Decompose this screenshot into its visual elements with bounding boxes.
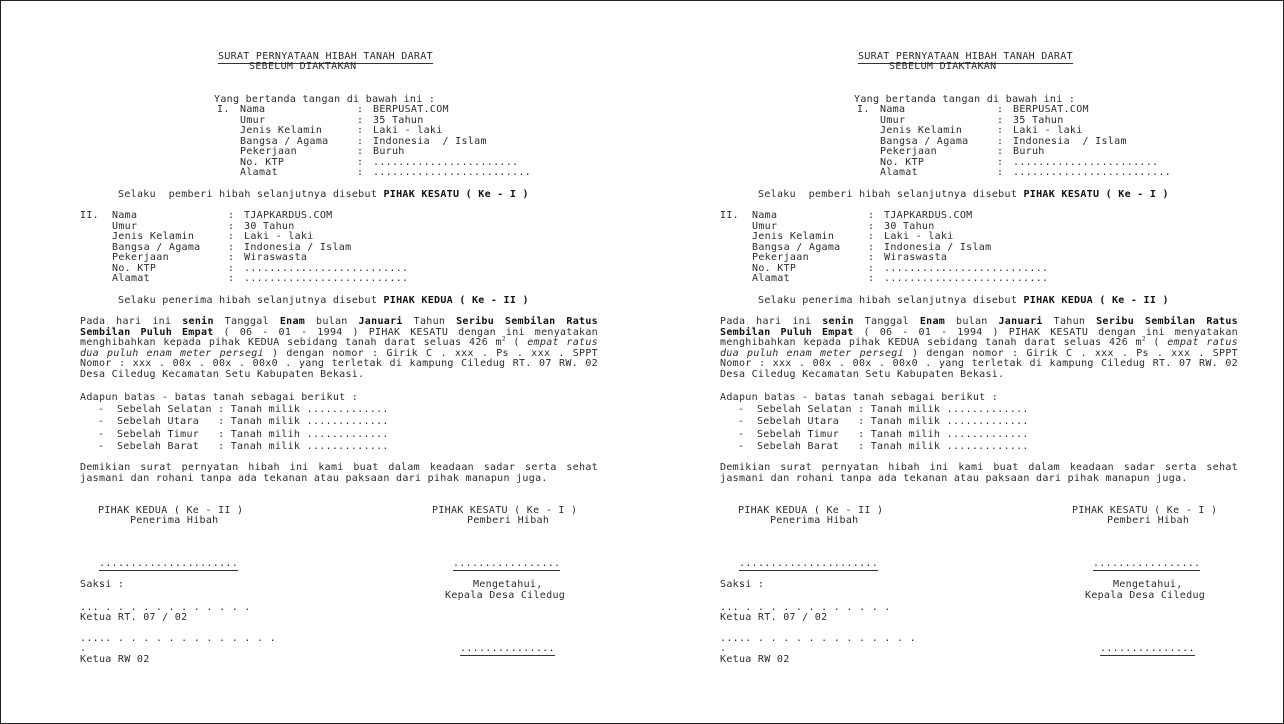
saksi-label: Saksi : xyxy=(720,579,765,590)
field-colon: : xyxy=(228,273,235,284)
field-label: Nama xyxy=(240,104,266,115)
boundary-item: - Sebelah Selatan : Tanah milik ............. xyxy=(738,404,1029,415)
field-label: Jenis Kelamin xyxy=(112,231,195,242)
party-1-role xyxy=(118,190,529,201)
field-label: Jenis Kelamin xyxy=(752,231,835,242)
party-2-roman: II. xyxy=(80,210,99,221)
intro-text: Yang bertanda tangan di bawah ini : xyxy=(854,94,1076,105)
boundary-item: - Sebelah Timur : Tanah milih ............. xyxy=(738,429,1029,440)
field-colon: : xyxy=(868,263,875,274)
sig-left-sub: Penerima Hibah xyxy=(130,515,219,526)
document-page-right xyxy=(641,1,1281,723)
role-bold: PIHAK KEDUA ( Ke - II ) xyxy=(383,295,529,306)
field-value: Indonesia / Islam xyxy=(244,242,352,253)
rw-label: Ketua RW 02 xyxy=(720,654,790,665)
field-colon: : xyxy=(997,125,1004,136)
field-colon: : xyxy=(997,157,1004,168)
field-value: 30 Tahun xyxy=(244,221,295,232)
rt-label: Ketua RT. 07 / 02 xyxy=(80,612,188,623)
field-label: Alamat xyxy=(880,167,918,178)
field-value: .......................... xyxy=(884,263,1049,274)
field-label: Bangsa / Agama xyxy=(752,242,841,253)
field-value: .......................... xyxy=(244,263,409,274)
kepala-desa-label: Kepala Desa Ciledug xyxy=(445,590,566,601)
boundary-item: - Sebelah Utara : Tanah milik ............. xyxy=(98,416,389,427)
doc-subtitle: SEBELUM DIAKTAKAN xyxy=(889,61,997,72)
field-value: Indonesia / Islam xyxy=(1013,136,1127,147)
sig-right-title: PIHAK KESATU ( Ke - I ) xyxy=(432,505,578,516)
field-value: Buruh xyxy=(1013,146,1045,157)
sig-left-line: ...................... xyxy=(739,558,879,569)
field-colon: : xyxy=(357,104,364,115)
mengetahui-label: Mengetahui, xyxy=(1113,579,1183,590)
boundary-item: - Sebelah Barat : Tanah milik ............. xyxy=(98,441,389,452)
boundary-item: - Sebelah Selatan : Tanah milik ............. xyxy=(98,404,389,415)
role-text: Selaku penerima hibah selanjutnya disebut xyxy=(758,295,1024,306)
field-label: No. KTP xyxy=(112,263,157,274)
field-value: .......................... xyxy=(884,273,1049,284)
field-colon: : xyxy=(868,231,875,242)
field-colon: : xyxy=(228,221,235,232)
boundary-intro: Adapun batas - batas tanah sebagai berikut : xyxy=(720,392,999,403)
field-label: Pekerjaan xyxy=(880,146,937,157)
field-colon: : xyxy=(868,242,875,253)
rt-signature-dots: ... . . . . . . . . . . . . xyxy=(720,602,891,613)
field-value: Wiraswasta xyxy=(884,252,948,263)
body-paragraph: Pada hari ini senin Tanggal Enam bulan Januari Tahun Seribu Sembilan Ratus Sembilan Puluh Empat ( 06 - 01 - 1994 ) PIHAK KESATU dengan ini menyatakan menghibahkan kepada pihak KEDUA sebidang tanah darat seluas 426 $m^2$ ( empat ratus dua puluh enam meter persegi ) dengan nomor : Girik C . xxx . Ps . xxx . SPPT Nomor : xxx . 00x . 00x . 00x0 . yang terletak di kampung Ciledug RT. 07 RW. 02 Desa Ciledug Kecamatan Setu Kabupaten Bekasi. xyxy=(80,316,598,380)
field-colon: : xyxy=(997,167,1004,178)
field-colon: : xyxy=(357,167,364,178)
role-text: Selaku penerima hibah selanjutnya disebut xyxy=(118,295,384,306)
doc-title: SURAT PERNYATAAN HIBAH TANAH DARAT xyxy=(858,51,1073,62)
sig-left-line: ...................... xyxy=(99,558,239,569)
field-colon: : xyxy=(868,210,875,221)
sig-right-sub: Pemberi Hibah xyxy=(467,515,550,526)
field-label: Pekerjaan xyxy=(112,252,169,263)
saksi-label: Saksi : xyxy=(80,579,125,590)
party-2-role xyxy=(118,296,529,307)
sig-right-title: PIHAK KESATU ( Ke - I ) xyxy=(1072,505,1218,516)
party-1-role xyxy=(758,190,1169,201)
role-text: Selaku pemberi hibah selanjutnya disebut xyxy=(118,189,384,200)
rt-signature-dots: ... . . . . . . . . . . . . xyxy=(80,602,251,613)
field-colon: : xyxy=(228,231,235,242)
field-label: Nama xyxy=(880,104,906,115)
field-label: Alamat xyxy=(752,273,790,284)
field-colon: : xyxy=(228,210,235,221)
field-value: Laki - laki xyxy=(244,231,314,242)
rw-signature-dots: ..... . . . . . . . . . . . . . xyxy=(80,633,276,644)
role-bold: PIHAK KESATU ( Ke - I ) xyxy=(383,189,529,200)
party-1-roman: I. xyxy=(857,104,870,115)
field-value: 35 Tahun xyxy=(373,115,424,126)
field-label: Nama xyxy=(752,210,778,221)
field-label: No. KTP xyxy=(240,157,285,168)
field-value: Wiraswasta xyxy=(244,252,308,263)
field-value: 30 Tahun xyxy=(884,221,935,232)
sig-left-sub: Penerima Hibah xyxy=(770,515,859,526)
field-value: ......................... xyxy=(373,167,532,178)
sig-left-title: PIHAK KEDUA ( Ke - II ) xyxy=(738,505,884,516)
field-colon: : xyxy=(357,125,364,136)
sig-right-sub: Pemberi Hibah xyxy=(1107,515,1190,526)
field-label: Bangsa / Agama xyxy=(112,242,201,253)
field-label: Pekerjaan xyxy=(240,146,297,157)
field-value: TJAPKARDUS.COM xyxy=(244,210,333,221)
field-label: No. KTP xyxy=(880,157,925,168)
field-colon: : xyxy=(997,136,1004,147)
field-colon: : xyxy=(357,146,364,157)
field-colon: : xyxy=(357,157,364,168)
sig-left-title: PIHAK KEDUA ( Ke - II ) xyxy=(98,505,244,516)
boundary-intro: Adapun batas - batas tanah sebagai berikut : xyxy=(80,392,359,403)
field-colon: : xyxy=(357,136,364,147)
party-2-roman: II. xyxy=(720,210,739,221)
field-label: Umur xyxy=(752,221,778,232)
doc-subtitle: SEBELUM DIAKTAKAN xyxy=(249,61,357,72)
field-label: Umur xyxy=(880,115,906,126)
field-colon: : xyxy=(228,263,235,274)
field-colon: : xyxy=(228,242,235,253)
field-colon: : xyxy=(868,221,875,232)
field-label: Jenis Kelamin xyxy=(240,125,323,136)
rt-label: Ketua RT. 07 / 02 xyxy=(720,612,828,623)
rw-label: Ketua RW 02 xyxy=(80,654,150,665)
field-colon: : xyxy=(997,146,1004,157)
boundary-item: - Sebelah Barat : Tanah milik ............. xyxy=(738,441,1029,452)
field-value: ......................... xyxy=(1013,167,1172,178)
role-text: Selaku pemberi hibah selanjutnya disebut xyxy=(758,189,1024,200)
field-value: BERPUSAT.COM xyxy=(1013,104,1089,115)
field-value: Buruh xyxy=(373,146,405,157)
field-value: ....................... xyxy=(373,157,519,168)
field-label: Bangsa / Agama xyxy=(880,136,969,147)
boundary-item: - Sebelah Timur : Tanah milih ............. xyxy=(98,429,389,440)
sig-right-line: ................. xyxy=(453,558,561,569)
field-label: Umur xyxy=(112,221,138,232)
doc-title: SURAT PERNYATAAN HIBAH TANAH DARAT xyxy=(218,51,433,62)
party-1-roman: I. xyxy=(217,104,230,115)
field-label: Alamat xyxy=(240,167,278,178)
field-label: Bangsa / Agama xyxy=(240,136,329,147)
field-colon: : xyxy=(997,104,1004,115)
kepala-signature-line: ............... xyxy=(1100,643,1195,654)
field-label: No. KTP xyxy=(752,263,797,274)
field-label: Jenis Kelamin xyxy=(880,125,963,136)
closing-paragraph: Demikian surat pernyatan hibah ini kami buat dalam keadaan sadar serta sehat jasmani dan rohani tanpa ada tekanan atau paksaan dari pihak manapun juga. xyxy=(80,462,598,484)
field-colon: : xyxy=(357,115,364,126)
intro-text: Yang bertanda tangan di bawah ini : xyxy=(214,94,436,105)
field-value: 35 Tahun xyxy=(1013,115,1064,126)
field-value: .......................... xyxy=(244,273,409,284)
sig-right-line: ................. xyxy=(1093,558,1201,569)
field-colon: : xyxy=(997,115,1004,126)
field-label: Umur xyxy=(240,115,266,126)
field-colon: : xyxy=(868,252,875,263)
kepala-signature-line: ............... xyxy=(460,643,555,654)
boundary-item: - Sebelah Utara : Tanah milik ............. xyxy=(738,416,1029,427)
kepala-desa-label: Kepala Desa Ciledug xyxy=(1085,590,1206,601)
field-value: ....................... xyxy=(1013,157,1159,168)
field-value: Laki - laki xyxy=(373,125,443,136)
field-value: Laki - laki xyxy=(1013,125,1083,136)
field-label: Pekerjaan xyxy=(752,252,809,263)
field-value: Indonesia / Islam xyxy=(884,242,992,253)
field-colon: : xyxy=(868,273,875,284)
party-2-role xyxy=(758,296,1169,307)
field-value: BERPUSAT.COM xyxy=(373,104,449,115)
rw-signature-dot: . xyxy=(80,643,87,654)
role-bold: PIHAK KESATU ( Ke - I ) xyxy=(1023,189,1169,200)
mengetahui-label: Mengetahui, xyxy=(473,579,543,590)
body-paragraph: Pada hari ini senin Tanggal Enam bulan Januari Tahun Seribu Sembilan Ratus Sembilan Puluh Empat ( 06 - 01 - 1994 ) PIHAK KESATU dengan ini menyatakan menghibahkan kepada pihak KEDUA sebidang tanah darat seluas 426 $m^2$ ( empat ratus dua puluh enam meter persegi ) dengan nomor : Girik C . xxx . Ps . xxx . SPPT Nomor : xxx . 00x . 00x . 00x0 . yang terletak di kampung Ciledug RT. 07 RW. 02 Desa Ciledug Kecamatan Setu Kabupaten Bekasi. xyxy=(720,316,1238,380)
field-colon: : xyxy=(228,252,235,263)
rw-signature-dot: . xyxy=(720,643,727,654)
role-bold: PIHAK KEDUA ( Ke - II ) xyxy=(1023,295,1169,306)
document-page-left xyxy=(1,1,641,723)
closing-paragraph: Demikian surat pernyatan hibah ini kami buat dalam keadaan sadar serta sehat jasmani dan rohani tanpa ada tekanan atau paksaan dari pihak manapun juga. xyxy=(720,462,1238,484)
field-value: TJAPKARDUS.COM xyxy=(884,210,973,221)
field-label: Nama xyxy=(112,210,138,221)
field-value: Laki - laki xyxy=(884,231,954,242)
field-value: Indonesia / Islam xyxy=(373,136,487,147)
field-label: Alamat xyxy=(112,273,150,284)
rw-signature-dots: ..... . . . . . . . . . . . . . xyxy=(720,633,916,644)
